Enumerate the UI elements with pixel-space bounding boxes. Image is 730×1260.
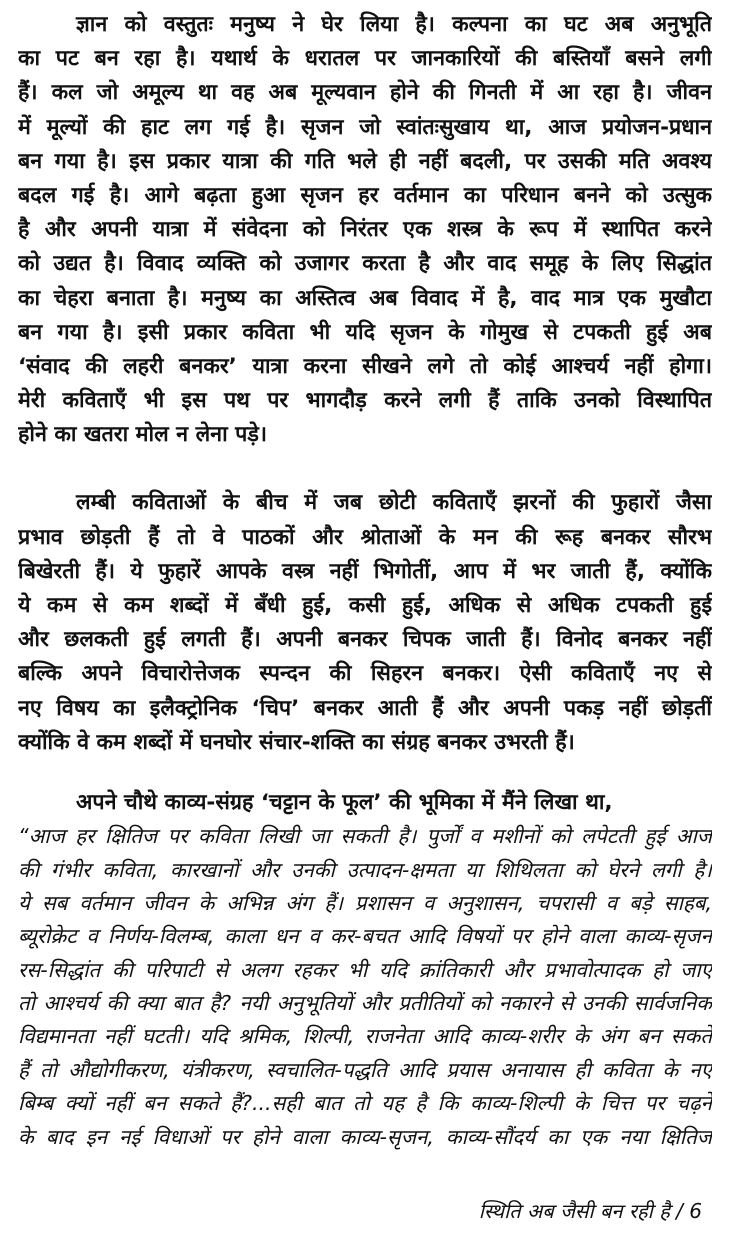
text-line: का चेहरा बनाता है। मनुष्य का अस्तित्व अब विवाद में है, वाद मात्र एक मुखौटा [18,285,712,311]
paragraph-2 [18,486,712,760]
text-line: बन गया है। इस प्रकार यात्रा की गति भले ही नहीं बदली, पर उसकी मति अवश्य [18,148,712,174]
text-line: बिखेरती हैं। ये फुहारें आपके वस्त्र नहीं भिगोतीं, आप में भर जाती हैं, क्योंकि [18,558,712,584]
text-line: होने का खतरा मोल न लेना पड़े। [18,422,267,448]
text-line: का पट बन रहा है। यथार्थ के धरातल पर जानकारियों की बस्तियाँ बसने लगी [18,46,712,72]
page-footer: स्थिति अब जैसी बन रही है / 6 [478,1199,702,1223]
text-line: लम्बी कविताओं के बीच में जब छोटी कविताएँ झरनों की फुहारों जैसा [76,490,712,516]
text-line: क्योंकि वे कम शब्दों में घनघोर संचार-शक्ति का संग्रह बनकर उभरती हैं। [18,729,575,755]
text-line: है और अपनी यात्रा में संवेदना को निरंतर एक शस्त्र के रूप में स्थापित करने [18,217,712,243]
quote-line: के बाद इन नई विधाओं पर होने वाला काव्य-सृजन, काव्य-सौंदर्य का एक नया क्षितिज [18,1124,712,1149]
text-line: बन गया है। इसी प्रकार कविता भी यदि सृजन के गोमुख से टपकती हुई अब [18,319,712,345]
text-line: हैं। कल जो अमूल्य था वह अब मूल्यवान होने की गिनती में आ रहा है। जीवन [18,80,712,106]
text-line: में मूल्यों की हाट लग गई है। सृजन जो स्वांतःसुखाय था, आज प्रयोजन-प्रधान [18,114,712,140]
text-line: ज्ञान को वस्तुतः मनुष्य ने घेर लिया है। कल्पना का घट अब अनुभूति [76,12,712,37]
block-quote [18,820,712,1154]
text-line: मेरी कविताएँ भी इस पथ पर भागदौड़ करने लगी हैं ताकि उनको विस्थापित [18,388,712,414]
text-line: प्रभाव छोड़ती हैं तो वे पाठकों और श्रोताओं के मन की रूह बनकर सौरभ [18,524,712,550]
text-line: और छलकती हुई लगती हैं। अपनी बनकर चिपक जाती हैं। विनोद बनकर नहीं [18,627,712,653]
text-line: बल्कि अपने विचारोत्तेजक स्पन्दन की सिहरन बनकर। ऐसी कविताएँ नए से [18,661,712,687]
quote-line: ब्यूरोक्रेट व निर्णय-विलम्ब, काला धन व कर-बचत आदि विषयों पर होने वाला काव्य-सृजन [18,924,712,949]
quote-line: ये सब वर्तमान जीवन के अभिन्न अंग हैं। प्रशासन व अनुशासन, चपरासी व बड़े साहब, [18,890,712,915]
quote-line: “आज हर क्षितिज पर कविता लिखी जा सकती है। पुर्जों व मशीनों को लपेटती हुई आज [18,824,712,849]
text-line: ये कम से कम शब्दों में बँधी हुई, कसी हुई, अधिक से अधिक टपकती हुई [18,593,712,618]
paragraph-3 [18,786,712,1154]
quote-line: बिम्ब क्यों नहीं बन सकते हैं?...सही बात तो यह है कि काव्य-शिल्पी के चित्त पर चढ़ने [18,1091,712,1116]
text-line: बदल गई है। आगे बढ़ता हुआ सृजन हर वर्तमान का परिधान बनने को उत्सुक [18,182,712,208]
quote-line: विद्यमानता नहीं घटती। यदि श्रमिक, शिल्पी, राजनेता आदि काव्य-शरीर के अंग बन सकते [18,1024,712,1049]
quote-line: की गंभीर कविता, कारखानों और उनकी उत्पादन-क्षमता या शिथिलता को घेरने लगी है। [18,857,712,882]
quote-line: हैं तो औद्योगीकरण, यंत्रीकरण, स्वचालित-पद्धति आदि प्रयास अनायास ही कविता के नए [18,1057,712,1082]
paragraph-1 [18,8,712,452]
quote-line: तो आश्चर्य की क्या बात है? नयी अनुभूतियों और प्रतीतियों को नकारने से उनकी सार्वजनिक [18,991,712,1016]
text-line: को उद्यत है। विवाद व्यक्ति को उजागर करता है और वाद समूह के लिए सिद्धांत [18,251,712,277]
text-line: ‘संवाद की लहरी बनकर’ यात्रा करना सीखने लगे तो कोई आश्चर्य नहीं होगा। [18,353,712,379]
quote-line: रस-सिद्धांत की परिपाटी से अलग रहकर भी यदि क्रांतिकारी और प्रभावोत्पादक हो जाए [18,957,712,982]
quote-intro-line: अपने चौथे काव्य-संग्रह ‘चट्टान के फूल’ की भूमिका में मैंने लिखा था, [76,789,613,815]
page-body [18,8,712,1154]
text-line: नए विषय का इलैक्ट्रोनिक ‘चिप’ बनकर आती हैं और अपनी पकड़ नहीं छोड़तीं [18,695,712,721]
